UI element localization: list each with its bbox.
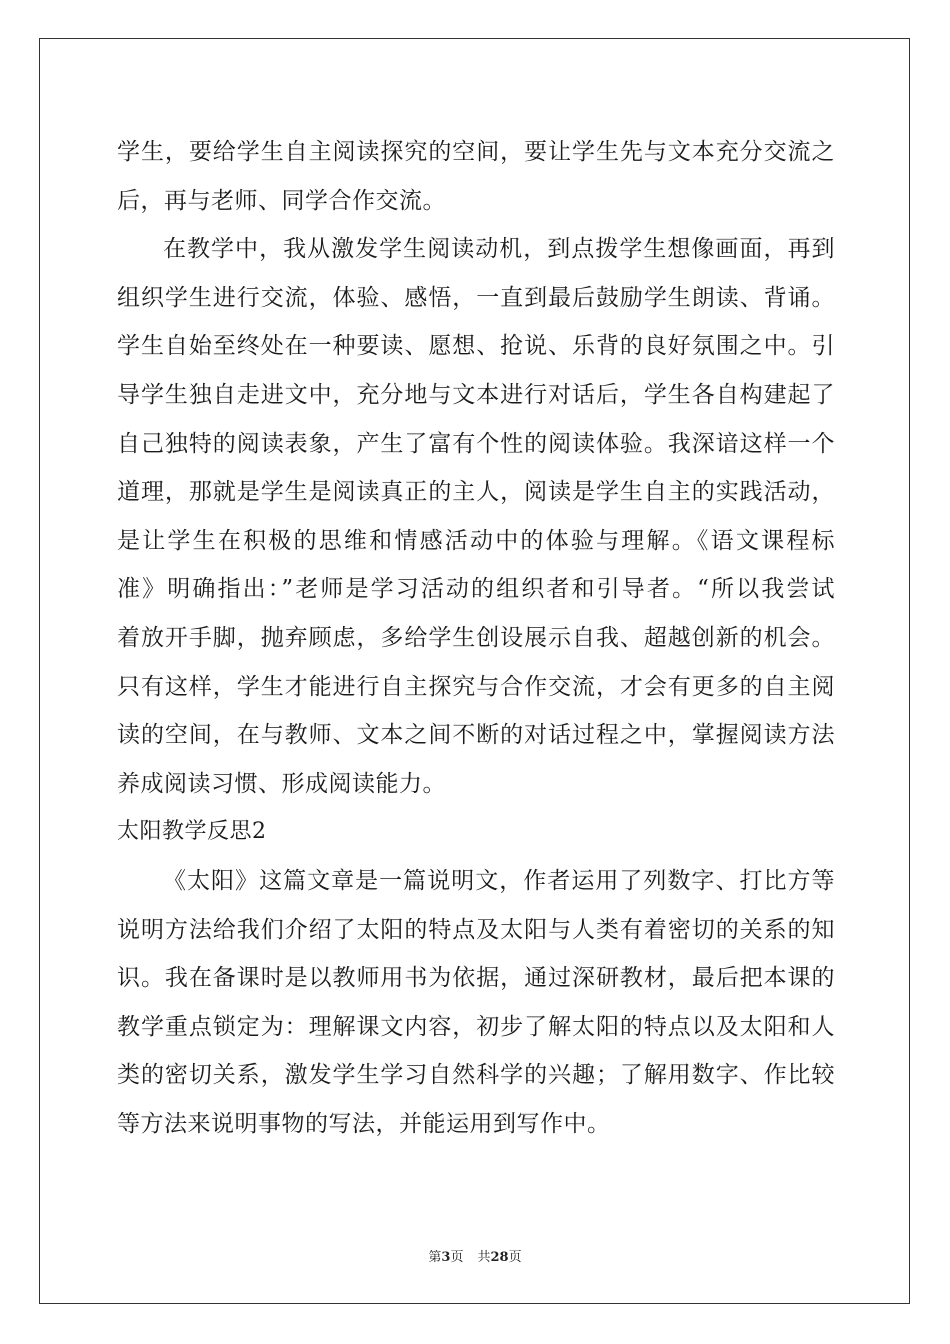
text-line: 导学生独自走进文中，充分地与文本进行对话后，学生各自构建起了 [117,381,835,408]
text-line: 是让学生在积极的思维和情感活动中的体验与理解。《语文课程标 [117,527,835,554]
text-line: 组织学生进行交流，体验、感悟，一直到最后鼓励学生朗读、背诵。 [117,284,835,311]
paragraph [117,857,835,1149]
text-line: 学生自始至终处在一种要读、愿想、抢说、乐背的良好氛围之中。引 [117,333,835,360]
text-line: 识。我在备课时是以教师用书为依据，通过深研教材，最后把本课的 [117,965,835,992]
text-line: 后，再与老师、同学合作交流。 [117,187,446,214]
text-line: 着放开手脚，抛弃顾虑，多给学生创设展示自我、超越创新的机会。 [117,624,835,651]
text-line: 教学重点锁定为：理解课文内容，初步了解太阳的特点以及太阳和人 [117,1013,835,1040]
text-line: 道理，那就是学生是阅读真正的主人，阅读是学生自主的实践活动， [117,479,835,506]
text-line: 养成阅读习惯、形成阅读能力。 [117,770,446,797]
document-body [117,128,835,1148]
page-number-label: 第3页 [428,1250,464,1265]
text-line: 在教学中，我从激发学生阅读动机，到点拨学生想像画面，再到 [163,236,835,263]
page-total-label: 共28页 [477,1250,522,1265]
text-line: 等方法来说明事物的写法，并能运用到写作中。 [117,1110,611,1137]
text-line: 读的空间，在与教师、文本之间不断的对话过程之中，掌握阅读方法 [117,722,835,749]
text-line: 准》明确指出：”老师是学习活动的组织者和引导者。“所以我尝试 [117,576,835,603]
text-line: 只有这样，学生才能进行自主探究与合作交流，才会有更多的自主阅 [117,673,835,700]
paragraph [117,128,835,225]
text-line: 自己独特的阅读表象，产生了富有个性的阅读体验。我深谙这样一个 [117,430,835,457]
page-footer [0,1246,950,1265]
text-line: 说明方法给我们介绍了太阳的特点及太阳与人类有着密切的关系的知 [117,916,835,943]
section-heading: 太阳教学反思2 [117,819,267,845]
paragraph [117,225,835,808]
text-line: 学生，要给学生自主阅读探究的空间，要让学生先与文本充分交流之 [117,139,835,165]
text-line: 类的密切关系，激发学生学习自然科学的兴趣；了解用数字、作比较 [117,1062,835,1089]
text-line: 《太阳》这篇文章是一篇说明文，作者运用了列数字、打比方等 [163,867,835,894]
